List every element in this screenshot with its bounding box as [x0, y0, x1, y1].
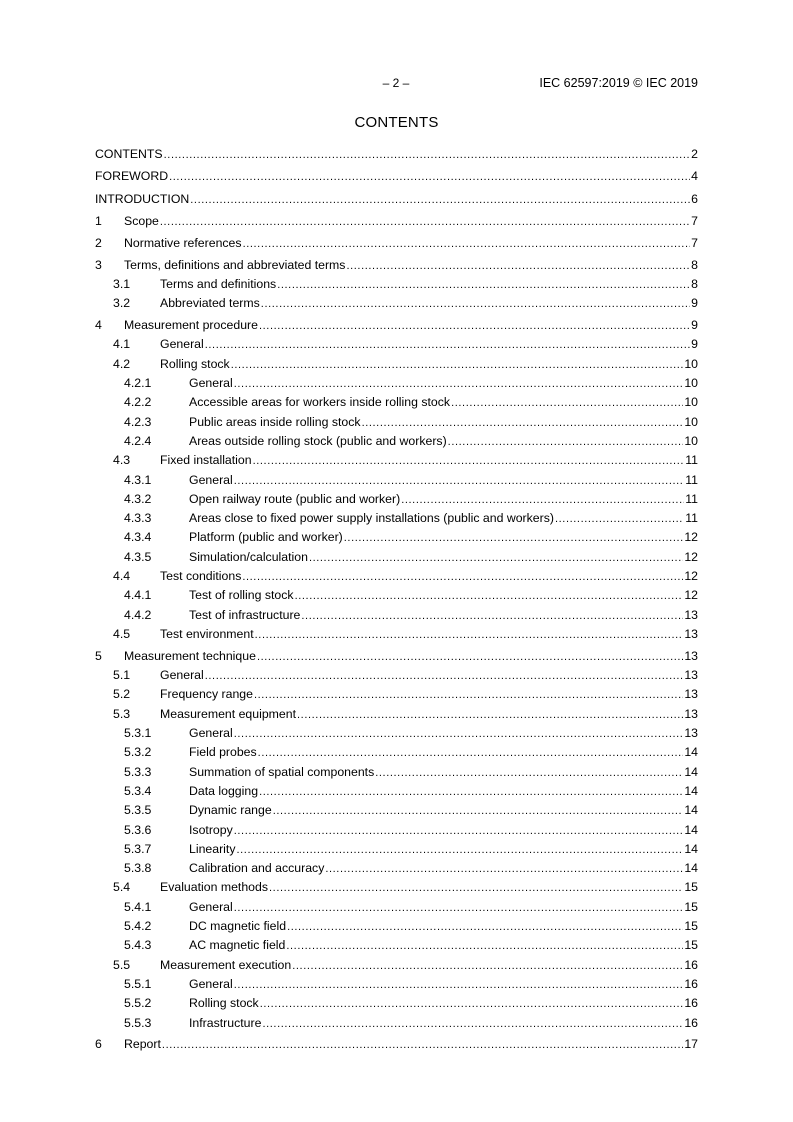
toc-entry-number: 4.3.4 — [124, 530, 152, 545]
toc-entry-label: AC magnetic field — [189, 938, 286, 953]
toc-entry-page: 14 — [684, 861, 698, 876]
toc-entry-number: 4.5 — [113, 626, 131, 641]
toc-entry[interactable] — [95, 376, 698, 395]
toc-entry-label: Measurement execution — [160, 957, 292, 972]
toc-entry-number: 4.3.2 — [124, 491, 152, 506]
toc-dot-leader — [234, 977, 684, 991]
toc-entry-page: 14 — [684, 841, 698, 856]
toc-dot-leader — [301, 608, 683, 622]
toc-entry-label: Dynamic range — [189, 803, 272, 818]
toc-entry[interactable] — [95, 745, 698, 764]
toc-entry-label: Fixed installation — [160, 453, 252, 468]
toc-entry-label: General — [189, 976, 233, 991]
toc-entry-page: 13 — [684, 706, 698, 721]
toc-dot-leader — [346, 258, 690, 272]
toc-entry-label: Test of infrastructure — [189, 607, 301, 622]
toc-entry-page: 12 — [684, 549, 698, 564]
toc-entry-label: Areas close to fixed power supply installations (public and workers) — [189, 511, 554, 526]
toc-entry[interactable] — [95, 169, 698, 188]
toc-entry-label: Terms and definitions — [160, 276, 277, 291]
toc-entry-label: Scope — [124, 213, 159, 228]
toc-entry-page: 13 — [684, 607, 698, 622]
toc-entry-number: 2 — [95, 235, 102, 250]
toc-entry-number: 5.5 — [113, 957, 131, 972]
toc-dot-leader — [160, 214, 690, 228]
toc-entry-page: 13 — [684, 687, 698, 702]
toc-dot-leader — [234, 726, 684, 740]
toc-entry[interactable] — [95, 147, 698, 166]
toc-entry-label: Summation of spatial components — [189, 764, 375, 779]
toc-entry-label: Infrastructure — [189, 1015, 262, 1030]
toc-entry-page: 10 — [684, 414, 698, 429]
toc-dot-leader — [448, 434, 684, 448]
toc-entry[interactable] — [95, 473, 698, 492]
toc-entry-page: 11 — [685, 472, 698, 487]
toc-entry-label: General — [189, 726, 233, 741]
toc-entry-number: 4.3.3 — [124, 511, 152, 526]
toc-dot-leader — [205, 668, 684, 682]
toc-entry[interactable] — [95, 977, 698, 996]
toc-dot-leader — [162, 1037, 683, 1051]
toc-entry-label: Data logging — [189, 783, 259, 798]
toc-dot-leader — [309, 550, 683, 564]
toc-dot-leader — [257, 649, 683, 663]
toc-entry-label: Test conditions — [160, 568, 242, 583]
toc-entry-label: General — [189, 899, 233, 914]
toc-entry-page: 2 — [691, 147, 698, 161]
toc-entry-label: Frequency range — [160, 687, 253, 702]
toc-entry-label: DC magnetic field — [189, 919, 287, 934]
toc-dot-leader — [555, 511, 684, 525]
toc-entry-number: 1 — [95, 213, 102, 228]
toc-dot-leader — [234, 823, 684, 837]
toc-entry[interactable] — [95, 900, 698, 919]
toc-entry-page: 14 — [684, 764, 698, 779]
toc-entry-label: Isotropy — [189, 822, 233, 837]
toc-dot-leader — [259, 784, 683, 798]
toc-entry-page: 10 — [684, 395, 698, 410]
toc-entry-number: 5.3.8 — [124, 861, 152, 876]
toc-entry-label: Test environment — [160, 626, 254, 641]
toc-entry-number: 5.5.3 — [124, 1015, 152, 1030]
toc-entry-label: General — [189, 472, 233, 487]
toc-entry[interactable] — [95, 861, 698, 880]
toc-dot-leader — [401, 492, 684, 506]
toc-entry-page: 8 — [691, 257, 698, 272]
toc-entry[interactable] — [95, 668, 698, 687]
page-number-header: – 2 – — [382, 76, 410, 90]
toc-dot-leader — [164, 147, 691, 161]
toc-dot-leader — [253, 453, 685, 467]
toc-entry[interactable] — [95, 550, 698, 569]
toc-entry[interactable] — [95, 318, 698, 337]
toc-entry-number: 5.3.7 — [124, 841, 152, 856]
toc-entry-number: 4.2.1 — [124, 376, 152, 391]
toc-entry-number: 5.3.1 — [124, 726, 152, 741]
toc-entry-number: 6 — [95, 1037, 102, 1052]
toc-entry[interactable] — [95, 880, 698, 899]
toc-entry-label: Measurement technique — [124, 648, 256, 663]
toc-entry-label: Rolling stock — [189, 996, 259, 1011]
toc-entry-page: 14 — [684, 783, 698, 798]
toc-entry-page: 16 — [684, 996, 698, 1011]
toc-entry-page: 10 — [684, 356, 698, 371]
toc-entry-number: 5.4 — [113, 880, 131, 895]
toc-entry-page: 13 — [684, 726, 698, 741]
toc-entry[interactable] — [95, 357, 698, 376]
toc-entry-page: 13 — [684, 626, 698, 641]
toc-entry-number: 3.1 — [113, 276, 131, 291]
toc-entry-page: 16 — [684, 1015, 698, 1030]
toc-dot-leader — [269, 880, 683, 894]
toc-dot-leader — [242, 569, 683, 583]
toc-entry-page: 14 — [684, 822, 698, 837]
page-title: CONTENTS — [354, 114, 439, 131]
table-of-contents — [95, 144, 698, 1057]
toc-entry-number: 4.1 — [113, 337, 131, 352]
toc-entry-page: 11 — [685, 453, 698, 468]
toc-dot-leader — [344, 530, 684, 544]
toc-entry-label: Report — [124, 1037, 161, 1052]
toc-entry[interactable] — [95, 726, 698, 745]
toc-entry-number: 5.4.2 — [124, 919, 152, 934]
toc-entry-number: 5.5.2 — [124, 996, 152, 1011]
toc-entry[interactable] — [95, 453, 698, 472]
toc-entry[interactable] — [95, 687, 698, 706]
toc-dot-leader — [287, 919, 683, 933]
toc-entry[interactable] — [95, 938, 698, 957]
toc-dot-leader — [231, 357, 684, 371]
toc-entry-number: 5.3.3 — [124, 764, 152, 779]
toc-entry[interactable] — [95, 1037, 698, 1056]
toc-entry[interactable] — [95, 236, 698, 255]
toc-entry-number: 5.4.1 — [124, 899, 152, 914]
toc-entry[interactable] — [95, 627, 698, 646]
toc-entry-page: 16 — [684, 976, 698, 991]
toc-dot-leader — [261, 296, 690, 310]
toc-dot-leader — [262, 1016, 683, 1030]
toc-entry[interactable] — [95, 765, 698, 784]
toc-entry-page: 8 — [691, 276, 698, 291]
toc-entry-label: Terms, definitions and abbreviated terms — [124, 257, 346, 272]
toc-entry-label: Simulation/calculation — [189, 549, 308, 564]
toc-dot-leader — [205, 337, 690, 351]
toc-entry-number: 5.5.1 — [124, 976, 152, 991]
toc-entry-page: 4 — [691, 169, 698, 184]
toc-entry-label: General — [160, 337, 204, 352]
toc-entry-label: Linearity — [189, 841, 236, 856]
toc-entry-label: Public areas inside rolling stock — [189, 414, 361, 429]
toc-entry-label: CONTENTS — [95, 147, 163, 161]
toc-dot-leader — [255, 627, 684, 641]
toc-dot-leader — [234, 900, 684, 914]
toc-entry-page: 10 — [684, 376, 698, 391]
toc-dot-leader — [286, 938, 683, 952]
toc-entry[interactable] — [95, 277, 698, 296]
toc-entry-page: 16 — [684, 957, 698, 972]
toc-entry-label: Platform (public and worker) — [189, 530, 343, 545]
toc-dot-leader — [243, 236, 691, 250]
toc-entry-label: Open railway route (public and worker) — [189, 491, 401, 506]
toc-entry-label: Evaluation methods — [160, 880, 269, 895]
toc-entry-label: INTRODUCTION — [95, 191, 190, 206]
toc-entry[interactable] — [95, 842, 698, 861]
toc-entry-page: 13 — [684, 648, 698, 663]
toc-entry-number: 4 — [95, 318, 102, 333]
toc-entry-label: General — [189, 376, 233, 391]
toc-entry[interactable] — [95, 649, 698, 668]
toc-entry-page: 15 — [684, 899, 698, 914]
toc-entry-number: 4.4.2 — [124, 607, 152, 622]
toc-entry-page: 9 — [691, 318, 698, 333]
toc-entry-label: Areas outside rolling stock (public and workers) — [189, 433, 447, 448]
toc-entry-page: 15 — [684, 919, 698, 934]
toc-entry-label: Test of rolling stock — [189, 588, 294, 603]
toc-dot-leader — [190, 192, 690, 206]
toc-entry-page: 17 — [684, 1037, 698, 1052]
toc-entry[interactable] — [95, 996, 698, 1015]
toc-entry[interactable] — [95, 784, 698, 803]
toc-entry-number: 4.3 — [113, 453, 131, 468]
toc-entry[interactable] — [95, 530, 698, 549]
toc-dot-leader — [277, 277, 690, 291]
toc-entry-number: 4.2.4 — [124, 433, 152, 448]
toc-entry[interactable] — [95, 415, 698, 434]
toc-dot-leader — [292, 958, 683, 972]
toc-entry-page: 10 — [684, 433, 698, 448]
toc-dot-leader — [254, 687, 683, 701]
toc-entry-page: 7 — [691, 213, 698, 228]
toc-dot-leader — [236, 842, 683, 856]
toc-entry-page: 6 — [691, 191, 698, 206]
toc-dot-leader — [297, 707, 683, 721]
toc-entry-label: Accessible areas for workers inside rolling stock — [189, 395, 451, 410]
toc-dot-leader — [325, 861, 683, 875]
toc-entry[interactable] — [95, 434, 698, 453]
toc-entry-number: 5 — [95, 648, 102, 663]
toc-entry[interactable] — [95, 569, 698, 588]
toc-entry[interactable] — [95, 608, 698, 627]
toc-entry-label: Normative references — [124, 235, 242, 250]
toc-dot-leader — [260, 996, 684, 1010]
toc-entry[interactable] — [95, 192, 698, 211]
toc-entry-number: 4.2.2 — [124, 395, 152, 410]
toc-entry[interactable] — [95, 395, 698, 414]
toc-entry-number: 4.4.1 — [124, 588, 152, 603]
toc-entry[interactable] — [95, 492, 698, 511]
toc-entry-page: 11 — [685, 491, 698, 506]
toc-entry-number: 5.3.5 — [124, 803, 152, 818]
toc-entry-number: 4.2.3 — [124, 414, 152, 429]
toc-entry-number: 5.3.6 — [124, 822, 152, 837]
toc-dot-leader — [451, 395, 683, 409]
toc-entry-number: 4.4 — [113, 568, 131, 583]
toc-entry[interactable] — [95, 214, 698, 233]
toc-entry-label: Measurement procedure — [124, 318, 258, 333]
toc-dot-leader — [295, 588, 684, 602]
toc-entry-label: General — [160, 668, 204, 683]
toc-entry-page: 15 — [684, 938, 698, 953]
toc-entry-number: 5.3.4 — [124, 783, 152, 798]
toc-entry-page: 15 — [684, 880, 698, 895]
toc-entry[interactable] — [95, 707, 698, 726]
toc-entry-page: 14 — [684, 803, 698, 818]
toc-entry[interactable] — [95, 588, 698, 607]
toc-entry-page: 11 — [685, 511, 698, 526]
toc-entry-page: 9 — [691, 296, 698, 311]
toc-entry-page: 12 — [684, 568, 698, 583]
toc-dot-leader — [258, 745, 684, 759]
toc-entry-label: FOREWORD — [95, 169, 169, 184]
toc-entry-label: Abbreviated terms — [160, 296, 260, 311]
toc-entry-page: 12 — [684, 588, 698, 603]
toc-entry-label: Measurement equipment — [160, 706, 297, 721]
toc-entry[interactable] — [95, 258, 698, 277]
toc-dot-leader — [362, 415, 684, 429]
toc-entry-page: 12 — [684, 530, 698, 545]
toc-entry-number: 5.2 — [113, 687, 131, 702]
toc-dot-leader — [234, 473, 684, 487]
toc-entry-label: Calibration and accuracy — [189, 861, 325, 876]
toc-entry-number: 5.4.3 — [124, 938, 152, 953]
toc-entry-number: 4.3.5 — [124, 549, 152, 564]
toc-entry-label: Rolling stock — [160, 356, 230, 371]
toc-entry-number: 4.2 — [113, 356, 131, 371]
toc-entry-number: 5.3.2 — [124, 745, 152, 760]
toc-entry[interactable] — [95, 296, 698, 315]
toc-entry-number: 3.2 — [113, 296, 131, 311]
toc-entry-label: Field probes — [189, 745, 257, 760]
toc-dot-leader — [375, 765, 683, 779]
toc-dot-leader — [273, 803, 684, 817]
toc-entry[interactable] — [95, 919, 698, 938]
toc-dot-leader — [169, 169, 690, 183]
toc-entry[interactable] — [95, 803, 698, 822]
toc-entry-page: 7 — [691, 235, 698, 250]
toc-dot-leader — [234, 376, 684, 390]
toc-entry-page: 14 — [684, 745, 698, 760]
toc-entry-page: 13 — [684, 668, 698, 683]
toc-entry[interactable] — [95, 337, 698, 356]
toc-entry-number: 5.1 — [113, 668, 131, 683]
toc-entry[interactable] — [95, 823, 698, 842]
toc-entry[interactable] — [95, 1016, 698, 1035]
toc-entry-number: 3 — [95, 257, 102, 272]
toc-entry[interactable] — [95, 511, 698, 530]
toc-entry-page: 9 — [691, 337, 698, 352]
document-id-header: IEC 62597:2019 © IEC 2019 — [539, 76, 698, 90]
toc-dot-leader — [259, 318, 690, 332]
toc-entry[interactable] — [95, 958, 698, 977]
toc-entry-number: 5.3 — [113, 706, 131, 721]
toc-entry-number: 4.3.1 — [124, 472, 152, 487]
